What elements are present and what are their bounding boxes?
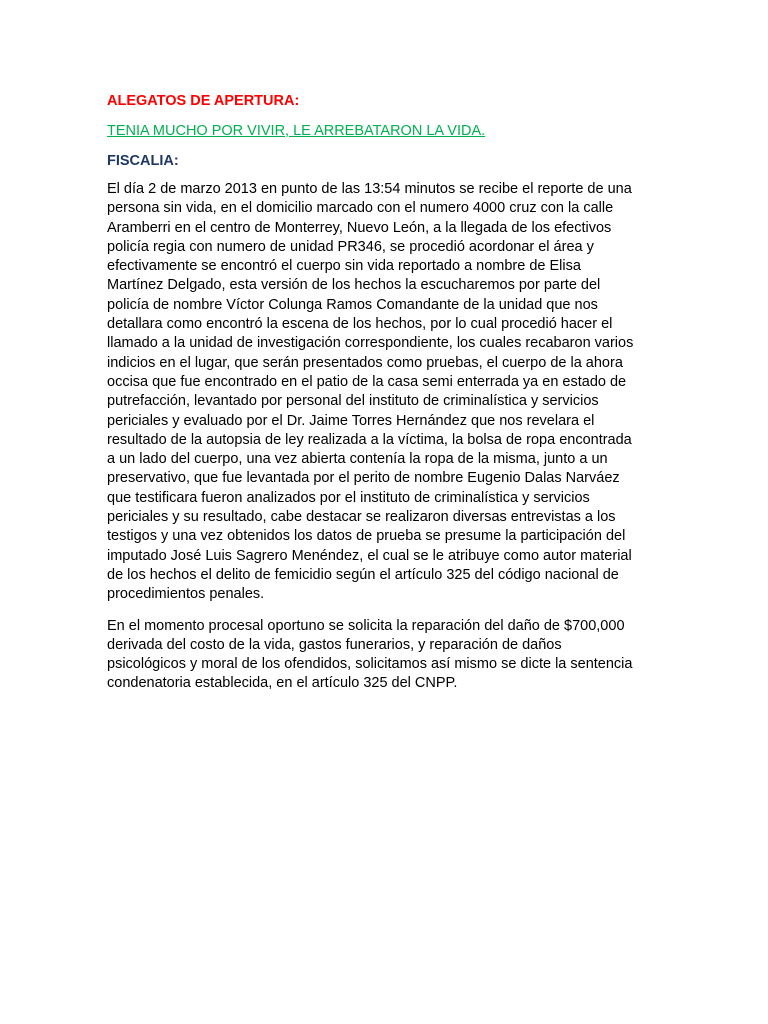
paragraph-line: El día 2 de marzo 2013 en punto de las 13:54 minutos se recibe el reporte de una: [107, 181, 632, 197]
damages-request-paragraph: [107, 617, 662, 694]
paragraph-line: detallara como encontró la escena de los hechos, por lo cual procedió hacer el: [107, 316, 613, 333]
paragraph-line: preservativo, que fue levantada por el perito de nombre Eugenio Dalas Narváez: [107, 470, 620, 487]
paragraph-line: indicios en el lugar, que serán presentados como pruebas, el cuerpo de la ahora: [107, 354, 623, 371]
paragraph-line: procedimientos penales.: [107, 586, 265, 603]
paragraph-line: condenatoria establecida, en el artículo 325 del CNPP.: [107, 675, 458, 692]
case-facts-paragraph: [107, 180, 662, 605]
paragraph-line: persona sin vida, en el domicilio marcado con el numero 4000 cruz con la calle: [107, 200, 614, 217]
paragraph-line: imputado José Luis Sagrero Menéndez, el cual se le atribuye como autor material: [107, 547, 632, 564]
opening-statements-heading: ALEGATOS DE APERTURA:: [107, 93, 300, 109]
paragraph-line: policía de nombre Víctor Colunga Ramos Comandante de la unidad que nos: [107, 296, 598, 313]
paragraph-line: llamado a la unidad de investigación correspondiente, los cuales recabaron varios: [107, 335, 634, 352]
paragraph-line: a un lado del cuerpo, una vez abierta contenía la ropa de la misma, junto a un: [107, 451, 608, 468]
paragraph-line: Aramberri en el centro de Monterrey, Nuevo León, a la llegada de los efectivos: [107, 219, 612, 236]
document-body: [107, 92, 662, 706]
paragraph-line: que testificara fueron analizados por el instituto de criminalística y servicios: [107, 489, 590, 506]
paragraph-line: testigos y una vez obtenidos los datos de prueba se presume la participación del: [107, 528, 626, 545]
paragraph-line: putrefacción, levantado por personal del instituto de criminalística y servicios: [107, 393, 599, 410]
paragraph-line: occisa que fue encontrado en el patio de la casa semi enterrada ya en estado de: [107, 373, 627, 390]
paragraph-line: psicológicos y moral de los ofendidos, solicitamos así mismo se dicte la sentencia: [107, 656, 633, 673]
slogan-heading: TENIA MUCHO POR VIVIR, LE ARREBATARON LA VIDA.: [107, 123, 486, 139]
paragraph-line: periciales y evaluado por el Dr. Jaime Torres Hernández que nos revelara el: [107, 412, 595, 429]
paragraph-line: derivada del costo de la vida, gastos funerarios, y reparación de daños: [107, 636, 562, 653]
paragraph-line: de los hechos el delito de femicidio según el artículo 325 del código nacional de: [107, 566, 619, 583]
paragraph-line: resultado de la autopsia de ley realizada a la víctima, la bolsa de ropa encontrada: [107, 431, 632, 448]
paragraph-line: En el momento procesal oportuno se solicita la reparación del daño de $700,000: [107, 617, 625, 634]
paragraph-line: efectivamente se encontró el cuerpo sin vida reportado a nombre de Elisa: [107, 258, 581, 275]
paragraph-line: Martínez Delgado, esta versión de los hechos la escucharemos por parte del: [107, 277, 601, 294]
paragraph-line: policía regia con numero de unidad PR346, se procedió acordonar el área y: [107, 238, 594, 255]
paragraph-line: periciales y su resultado, cabe destacar se realizaron diversas entrevistas a los: [107, 509, 616, 526]
prosecution-heading: FISCALIA:: [107, 153, 179, 169]
